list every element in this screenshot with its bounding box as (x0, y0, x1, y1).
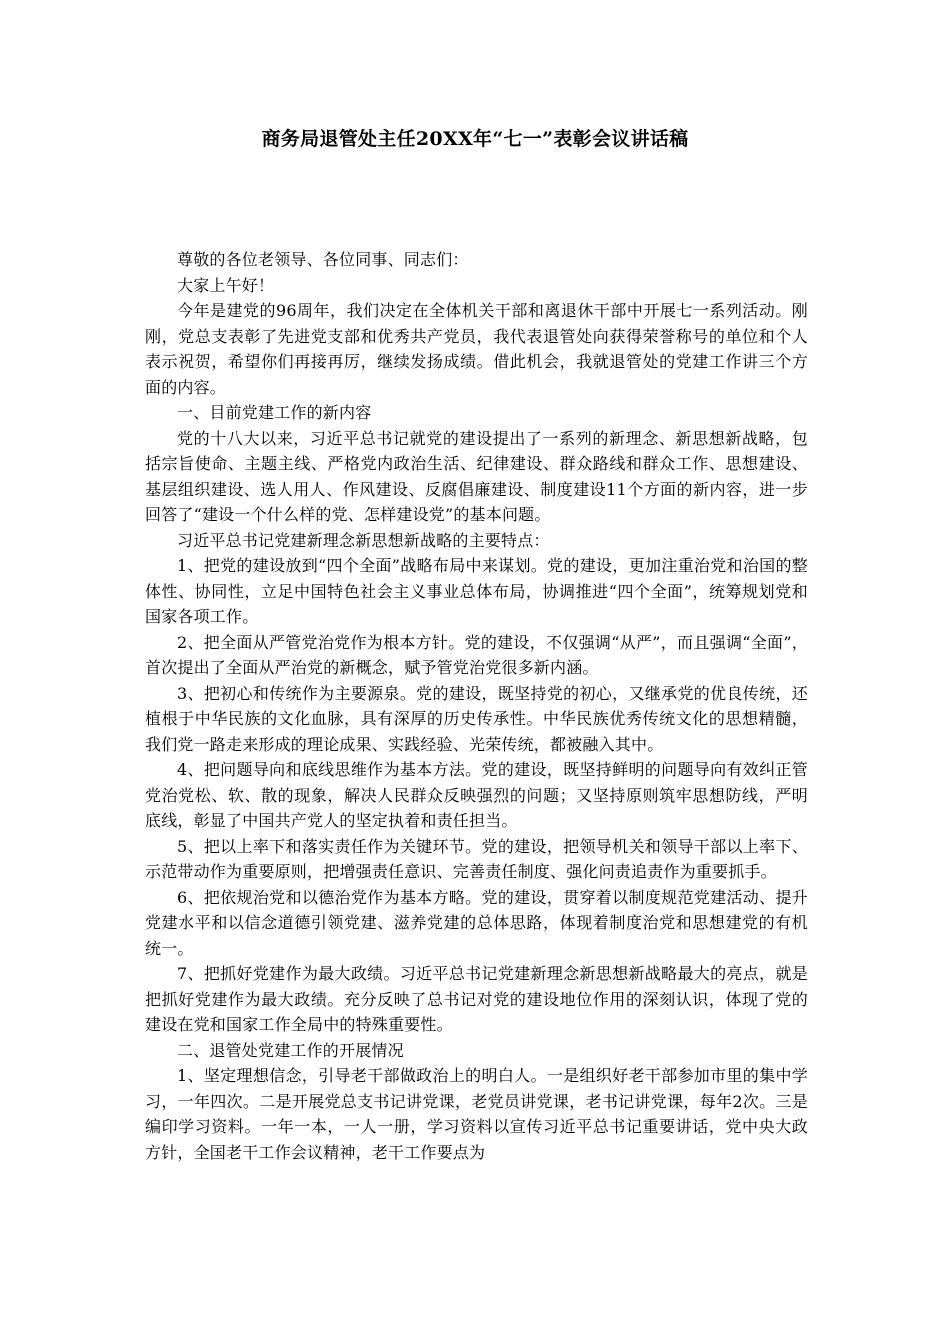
intro-paragraph: 今年是建党的96周年，我们决定在全体机关干部和离退休干部中开展七一系列活动。刚刚，党总支表彰了先进党支部和优秀共产党员，我代表退管处向获得荣誉称号的单位和个人表示祝贺，希望你们再接再厉，继续发扬成绩。借此机会，我就退管处的党建工作讲三个方面的内容。 (145, 301, 808, 397)
greeting: 大家上午好！ (177, 275, 275, 295)
list-item: 4、把问题导向和底线思维作为基本方法。党的建设，既坚持鲜明的问题导向有效纠正管党治党松、软、散的现象，解决人民群众反映强烈的问题；又坚持原则筑牢思想防线，严明底线，彰显了中国共产党人的坚定执着和责任担当。 (145, 760, 808, 830)
list-item: 1、把党的建设放到“四个全面”战略布局中来谋划。党的建设，更加注重治党和治国的整体性、协同性，立足中国特色社会主义事业总体布局，协调推进“四个全面”，统筹规划党和国家各项工作。 (145, 556, 808, 626)
document-title: 商务局退管处主任20XX年“七一”表彰会议讲话稿 (261, 128, 689, 150)
body-paragraph: 习近平总书记党建新理念新思想新战略的主要特点： (177, 530, 550, 550)
list-item: 7、把抓好党建作为最大政绩。习近平总书记党建新理念新思想新战略最大的亮点，就是把抓好党建作为最大政绩。充分反映了总书记对党的建设地位作用的深刻认识，体现了党的建设在党和国家工作全局中的特殊重要性。 (145, 964, 808, 1034)
list-item: 2、把全面从严管党治党作为根本方针。党的建设，不仅强调“从严”，而且强调“全面”，首次提出了全面从严治党的新概念，赋予管党治党很多新内涵。 (145, 632, 808, 677)
salutation: 尊敬的各位老领导、各位同事、同志们： (177, 250, 469, 269)
list-item: 6、把依规治党和以德治党作为基本方略。党的建设，贯穿着以制度规范党建活动、提升党建水平和以信念道德引领党建、滋养党建的总体思路，体现着制度治党和思想建党的有机统一。 (145, 887, 808, 958)
list-item: 1、坚定理想信念，引导老干部做政治上的明白人。一是组织好老干部参加市里的集中学习，一年四次。二是开展党总支书记讲党课，老党员讲党课，老书记讲党课，每年2次。三是编印学习资料。一年一本，一人一册，学习资料以宣传习近平总书记重要讲话，党中央大政方针，全国老干工作会议精神，老干工作要点为 (145, 1066, 808, 1162)
document-body (145, 247, 808, 1165)
list-item: 5、把以上率下和落实责任作为关键环节。党的建设，把领导机关和领导干部以上率下、示范带动作为重要原则，把增强责任意识、完善责任制度、强化问责追责作为重要抓手。 (145, 836, 808, 881)
section-heading-2: 二、退管处党建工作的开展情况 (177, 1040, 404, 1060)
list-item: 3、把初心和传统作为主要源泉。党的建设，既坚持党的初心，又继承党的优良传统，还植根于中华民族的文化血脉，具有深厚的历史传承性。中华民族优秀传统文化的思想精髓，我们党一路走来形成的理论成果、实践经验、光荣传统，都被融入其中。 (145, 683, 808, 754)
body-paragraph: 党的十八大以来，习近平总书记就党的建设提出了一系列的新理念、新思想新战略，包括宗旨使命、主题主线、严格党内政治生活、纪律建设、群众路线和群众工作、思想建设、基层组织建设、选人用人、作风建设、反腐倡廉建设、制度建设11个方面的新内容，进一步回答了“建设一个什么样的党、怎样建设党”的基本问题。 (145, 428, 808, 524)
section-heading-1: 一、目前党建工作的新内容 (177, 403, 372, 422)
